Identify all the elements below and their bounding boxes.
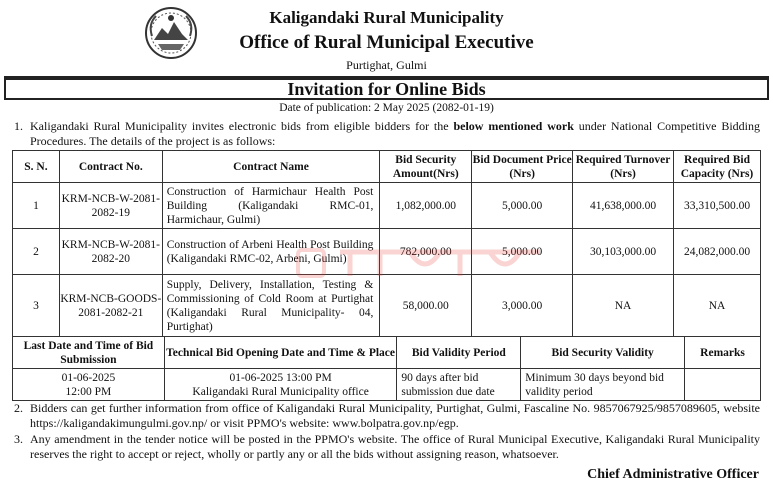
- cell-last-date: [13, 369, 165, 401]
- cell-contract-name: Construction of Harmichaur Health Post Building (Kaligandaki RMC-01, Harmichaur, Gulmi): [162, 183, 380, 229]
- column-header: Bid Security Validity: [521, 337, 685, 369]
- cell-sn: 3: [13, 275, 60, 337]
- last-time-value: 12:00 PM: [65, 385, 112, 398]
- cell-bid-security: 782,000.00: [380, 229, 472, 275]
- cell-remarks: [685, 369, 761, 401]
- notice-title: Invitation for Online Bids: [4, 78, 769, 100]
- cell-security-validity: Minimum 30 days beyond bid validity period: [521, 369, 685, 401]
- cell-capacity: 33,310,500.00: [674, 183, 761, 229]
- column-header: Contract No.: [59, 151, 162, 183]
- table-header-row: [13, 337, 761, 369]
- cell-sn: 2: [13, 229, 60, 275]
- column-header: Technical Bid Opening Date and Time & Place: [164, 337, 397, 369]
- municipality-name: Kaligandaki Rural Municipality: [269, 8, 504, 27]
- cell-turnover: NA: [573, 275, 674, 337]
- clause-2: [14, 401, 760, 431]
- clause-text: Any amendment in the tender notice will be posted in the PPMO's website. The office of Rural Municipal Executive, Kaligandaki Rural Municipality reserves the right to accept or reject, wholly or partly any or all the bids without assigning reason, whatsoever.: [30, 432, 760, 461]
- cell-doc-price: 5,000.00: [472, 229, 573, 275]
- last-date-value: 01-06-2025: [61, 371, 116, 384]
- clause-text-bold: below mentioned work: [453, 119, 574, 133]
- cell-contract-name: Supply, Delivery, Installation, Testing & Commissioning of Cold Room at Purtighat (Kaligandaki Rural Municipality- 04, Purtighat): [162, 275, 380, 337]
- cell-capacity: NA: [674, 275, 761, 337]
- letterhead: [0, 0, 773, 80]
- column-header: Required Bid Capacity (Nrs): [674, 151, 761, 183]
- publication-date: Date of publication: 2 May 2025 (2082-01-19): [279, 102, 494, 114]
- clause-number: 3.: [14, 432, 23, 446]
- cell-tech-opening: [164, 369, 397, 401]
- column-header: Bid Security Amount(Nrs): [380, 151, 472, 183]
- cell-bid-security: 58,000.00: [380, 275, 472, 337]
- clause-number: 2.: [14, 401, 23, 415]
- contracts-table: [12, 150, 761, 337]
- cell-sn: 1: [13, 183, 60, 229]
- cell-capacity: 24,082,000.00: [674, 229, 761, 275]
- column-header: Contract Name: [162, 151, 380, 183]
- column-header: Remarks: [685, 337, 761, 369]
- cell-doc-price: 3,000.00: [472, 275, 573, 337]
- signatory-title: Chief Administrative Officer: [587, 467, 759, 482]
- office-address: Purtighat, Gulmi: [346, 58, 427, 72]
- clause-number: 1.: [14, 119, 23, 133]
- tech-opening-datetime: 01-06-2025 13:00 PM: [229, 371, 332, 384]
- column-header: Bid Document Price (Nrs): [472, 151, 573, 183]
- cell-contract-no: KRM-NCB-W-2081-2082-19: [59, 183, 162, 229]
- column-header: S. N.: [13, 151, 60, 183]
- clause-text: [14, 119, 760, 149]
- tech-opening-place: Kaligandaki Rural Municipality office: [192, 385, 369, 398]
- cell-contract-no: KRM-NCB-W-2081-2082-20: [59, 229, 162, 275]
- cell-contract-name: Construction of Arbeni Health Post Building (Kaligandaki RMC-02, Arbeni, Gulmi): [162, 229, 380, 275]
- bid-schedule-table: [12, 336, 761, 401]
- cell-doc-price: 5,000.00: [472, 183, 573, 229]
- cell-contract-no: KRM-NCB-GOODS-2081-2082-21: [59, 275, 162, 337]
- office-name: Office of Rural Municipal Executive: [239, 32, 534, 53]
- clause-1: [14, 119, 760, 149]
- table-row: [13, 369, 761, 401]
- table-row: [13, 183, 761, 229]
- column-header: Required Turnover (Nrs): [573, 151, 674, 183]
- table-row: [13, 229, 761, 275]
- cell-bid-validity: 90 days after bid submission due date: [397, 369, 521, 401]
- table-header-row: [13, 151, 761, 183]
- column-header: Last Date and Time of Bid Submission: [13, 337, 165, 369]
- clause-text-part: Kaligandaki Rural Municipality invites electronic bids from eligible bidders for the: [30, 119, 454, 133]
- clause-text-part: under National Competitive Bidding Procedures. The details of the project is as follows:: [30, 119, 760, 148]
- clause-text: Bidders can get further information from office of Kaligandaki Rural Municipality, Purtighat, Gulmi, Fascaline No. 9857067925/9857089605, website https://kaligandakimungulmi.gov.np/ or visit PPMO's website: www.bolpatra.gov.np/egp.: [30, 401, 760, 430]
- column-header: Bid Validity Period: [397, 337, 521, 369]
- table-row: [13, 275, 761, 337]
- cell-turnover: 30,103,000.00: [573, 229, 674, 275]
- cell-bid-security: 1,082,000.00: [380, 183, 472, 229]
- clause-3: [14, 432, 760, 462]
- cell-turnover: 41,638,000.00: [573, 183, 674, 229]
